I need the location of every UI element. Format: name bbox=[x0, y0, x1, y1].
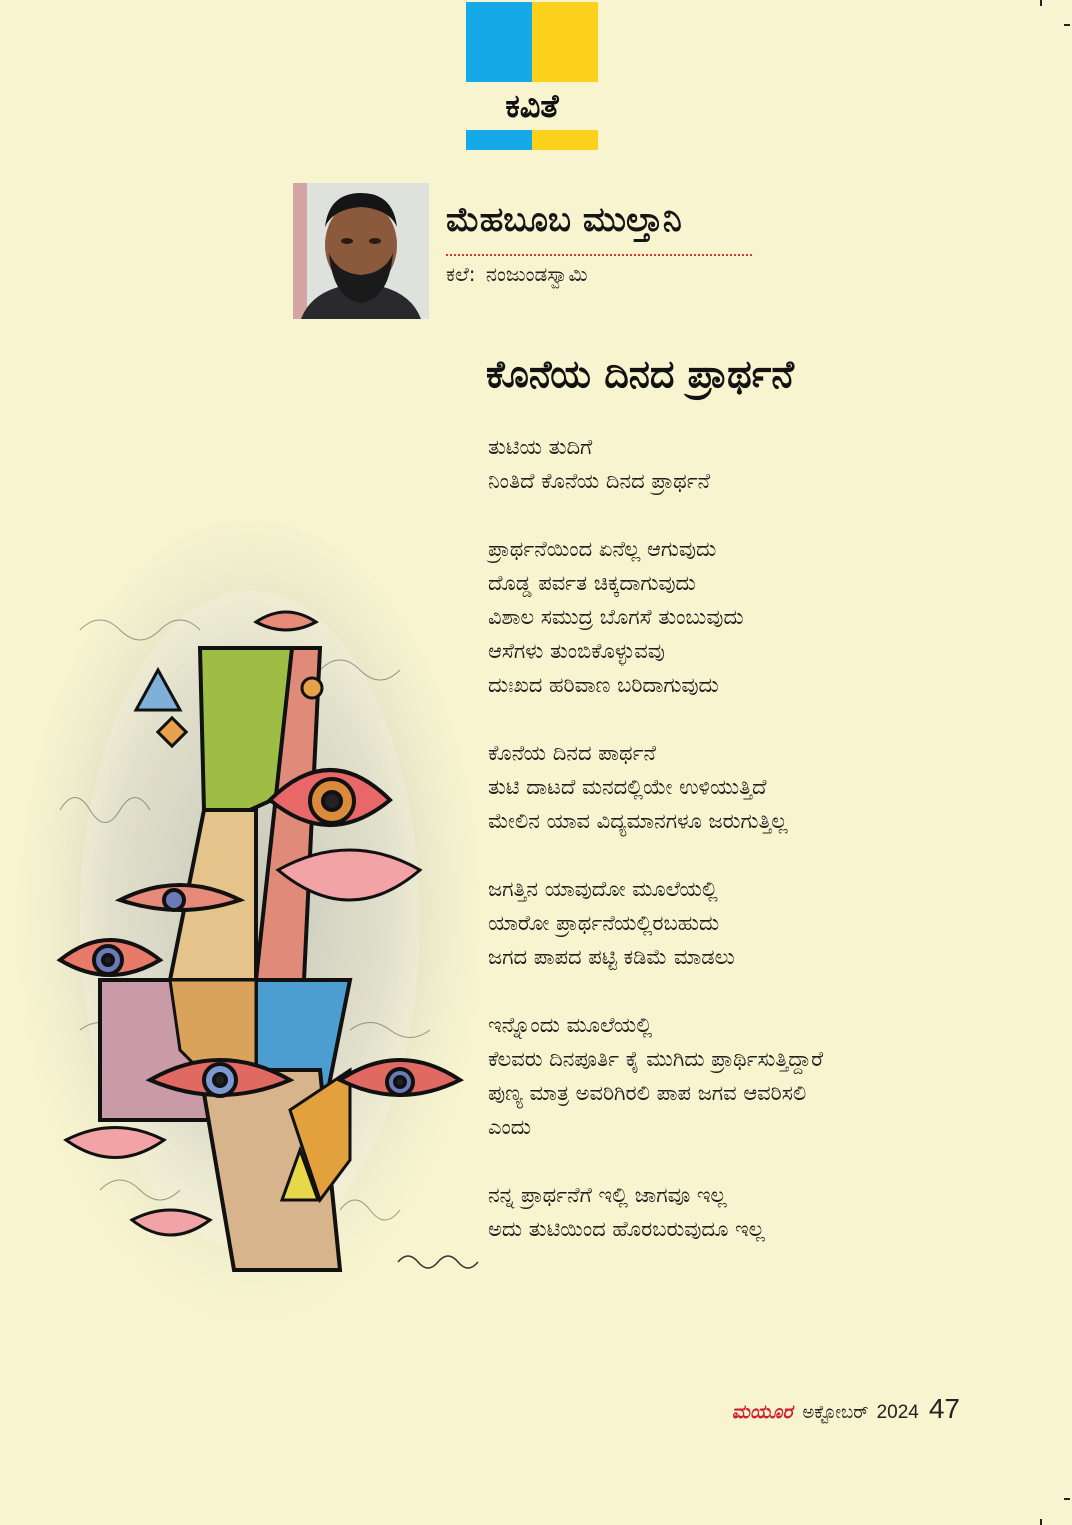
poem-line: ವಿಶಾಲ ಸಮುದ್ರ ಬೊಗಸೆ ತುಂಬುವುದು bbox=[488, 605, 744, 629]
poem-line: ನನ್ನ ಪ್ರಾರ್ಥನೆಗೆ ಇಲ್ಲಿ ಜಾಗವೂ ಇಲ್ಲ bbox=[488, 1183, 727, 1207]
artist-name: ನಂಜುಂಡಸ್ವಾಮಿ bbox=[485, 262, 588, 286]
poem-line: ಜಗತ್ತಿನ ಯಾವುದೋ ಮೂಲೆಯಲ್ಲಿ bbox=[488, 877, 718, 901]
poem-line: ದೊಡ್ಡ ಪರ್ವತ ಚಿಕ್ಕದಾಗುವುದು bbox=[488, 571, 696, 595]
poem-illustration bbox=[20, 510, 500, 1330]
poem-line: ಪುಣ್ಯ ಮಾತ್ರ ಅವರಿಗಿರಲಿ ಪಾಪ ಜಗವ ಆವರಿಸಲಿ bbox=[488, 1081, 807, 1105]
poem-line: ಕೆಲವರು ದಿನಪೂರ್ತಿ ಕೈ ಮುಗಿದು ಪ್ರಾರ್ಥಿಸುತ್ತಿದ್ದಾರೆ bbox=[488, 1047, 824, 1071]
stanza bbox=[488, 736, 823, 838]
issue-month: ಅಕ್ಟೋಬರ್ bbox=[802, 1402, 869, 1423]
poem-line: ತುಟಿಯ ತುದಿಗೆ bbox=[488, 435, 593, 459]
stanza bbox=[488, 872, 823, 974]
poem-line: ಮೇಲಿನ ಯಾವ ವಿದ್ಯಮಾನಗಳೂ ಜರುಗುತ್ತಿಲ್ಲ bbox=[488, 809, 788, 833]
poem-line: ತುಟಿ ದಾಟದೆ ಮನದಲ್ಲಿಯೇ ಉಳಿಯುತ್ತಿದೆ bbox=[488, 775, 767, 799]
page-footer bbox=[732, 1393, 960, 1425]
author-photo bbox=[293, 183, 429, 319]
stanza bbox=[488, 1008, 823, 1144]
stanza bbox=[488, 1178, 823, 1246]
poem-line: ಯಾರೋ ಪ್ರಾರ್ಥನೆಯಲ್ಲಿರಬಹುದು bbox=[488, 911, 720, 935]
stanza bbox=[488, 430, 823, 498]
poem-line: ಎಂದು bbox=[488, 1115, 532, 1139]
issue-year: 2024 bbox=[876, 1402, 919, 1423]
poem-body bbox=[488, 430, 823, 1280]
section-label: ಕವಿತೆ bbox=[505, 87, 559, 125]
art-credit bbox=[446, 262, 592, 286]
poem-line: ಜಗದ ಪಾಪದ ಪಟ್ಟಿ ಕಡಿಮೆ ಮಾಡಲು bbox=[488, 945, 735, 969]
section-badge bbox=[466, 2, 598, 150]
author-divider bbox=[446, 254, 752, 256]
poem-line: ದುಃಖದ ಹರಿವಾಣ ಬರಿದಾಗುವುದು bbox=[488, 673, 719, 697]
poem-line: ಇನ್ನೊಂದು ಮೂಲೆಯಲ್ಲಿ bbox=[488, 1013, 653, 1037]
poem-line: ಪ್ರಾರ್ಥನೆಯಿಂದ ಏನೆಲ್ಲ ಆಗುವುದು bbox=[488, 537, 717, 561]
crop-mark bbox=[1064, 24, 1070, 26]
poem-line: ಆಸೆಗಳು ತುಂಬಿಕೊಳ್ಳುವವು bbox=[488, 639, 665, 663]
crop-mark bbox=[1040, 0, 1042, 6]
crop-mark bbox=[1040, 1519, 1042, 1525]
page-number: 47 bbox=[928, 1393, 960, 1424]
stanza bbox=[488, 532, 823, 702]
poem-line: ನಿಂತಿದೆ ಕೊನೆಯ ದಿನದ ಪ್ರಾರ್ಥನೆ bbox=[488, 469, 711, 493]
crop-mark bbox=[1064, 1498, 1070, 1500]
poem-line: ಅದು ತುಟಿಯಿಂದ ಹೊರಬರುವುದೂ ಇಲ್ಲ bbox=[488, 1217, 765, 1241]
author-name: ಮೆಹಬೂಬ ಮುಲ್ತಾನಿ bbox=[446, 200, 682, 240]
artist-signature bbox=[398, 1256, 478, 1268]
magazine-name: ಮಯೂರ bbox=[731, 1401, 793, 1423]
poem-title: ಕೊನೆಯ ದಿನದ ಪ್ರಾರ್ಥನೆ bbox=[486, 352, 795, 396]
poem-line: ಕೊನೆಯ ದಿನದ ಪಾರ್ಥನೆ bbox=[488, 741, 657, 765]
art-credit-label: ಕಲೆ: bbox=[446, 262, 476, 286]
